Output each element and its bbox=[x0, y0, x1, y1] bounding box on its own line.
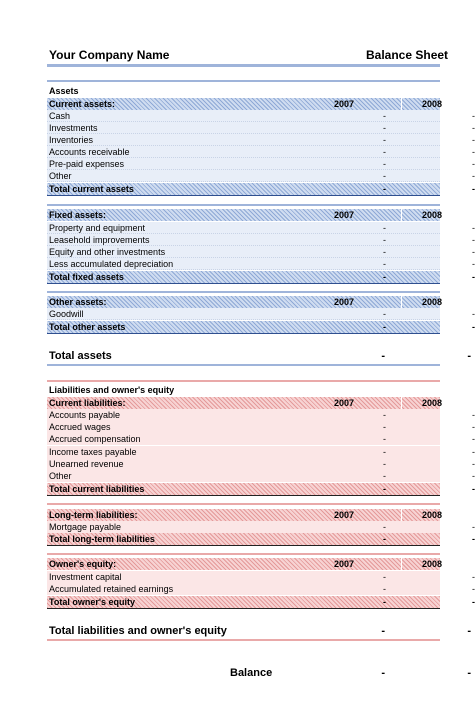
total-row: Total fixed assets - - bbox=[49, 272, 475, 282]
current-assets-header: Current assets: 2007 2008 bbox=[49, 99, 443, 109]
table-row: Accounts payable - - bbox=[49, 410, 475, 420]
table-row: Cash - - bbox=[49, 111, 475, 121]
table-row: Leasehold improvements - - bbox=[49, 235, 475, 245]
table-row: Investments - - bbox=[49, 123, 475, 133]
liabilities-rule bbox=[47, 380, 440, 382]
balance-row: Balance - - bbox=[230, 667, 471, 679]
table-row: Accounts receivable - - bbox=[49, 147, 475, 157]
table-row: Equity and other investments - - bbox=[49, 247, 475, 257]
document-title: Balance Sheet bbox=[366, 48, 449, 62]
other-assets-header: Other assets: 2007 2008 bbox=[49, 297, 443, 307]
table-row: Income taxes payable - - bbox=[49, 447, 475, 457]
table-row: Unearned revenue - - bbox=[49, 459, 475, 469]
section-rule bbox=[47, 503, 440, 505]
table-row: Other - - bbox=[49, 471, 475, 481]
section-rule bbox=[47, 553, 440, 555]
table-row: Accrued compensation - - bbox=[49, 434, 475, 444]
table-row: Mortgage payable - - bbox=[49, 522, 475, 532]
company-name: Your Company Name bbox=[49, 48, 170, 62]
table-row: Less accumulated depreciation - - bbox=[49, 259, 475, 269]
table-row: Goodwill - - bbox=[49, 309, 475, 319]
section-rule bbox=[47, 291, 440, 293]
total-row: Total current liabilities - - bbox=[49, 484, 475, 494]
assets-rule bbox=[47, 80, 440, 82]
fixed-assets-header: Fixed assets: 2007 2008 bbox=[49, 210, 443, 220]
table-row: Accumulated retained earnings - - bbox=[49, 584, 475, 594]
total-assets-rule bbox=[47, 364, 440, 366]
total-liabilities-rule bbox=[47, 639, 440, 641]
table-row: Property and equipment - - bbox=[49, 223, 475, 233]
total-row: Total owner's equity - - bbox=[49, 597, 475, 607]
long-term-liabilities-header: Long-term liabilities: 2007 2008 bbox=[49, 510, 443, 520]
table-row: Accrued wages - - bbox=[49, 422, 475, 432]
table-row: Pre-paid expenses - - bbox=[49, 159, 475, 169]
total-row: Total current assets - - bbox=[49, 184, 475, 194]
table-row: Investment capital - - bbox=[49, 572, 475, 582]
table-row: Other - - bbox=[49, 171, 475, 181]
owners-equity-header: Owner's equity: 2007 2008 bbox=[49, 559, 443, 569]
assets-section-title: Assets bbox=[49, 86, 79, 96]
current-liabilities-header: Current liabilities: 2007 2008 bbox=[49, 398, 443, 408]
total-assets-row: Total assets - - bbox=[49, 350, 471, 362]
section-rule bbox=[47, 204, 440, 206]
liabilities-section-title: Liabilities and owner's equity bbox=[49, 385, 175, 395]
total-liabilities-equity-row: Total liabilities and owner's equity - - bbox=[49, 625, 471, 637]
total-row: Total other assets - - bbox=[49, 322, 475, 332]
total-row: Total long-term liabilities - - bbox=[49, 534, 475, 544]
table-row: Inventories - - bbox=[49, 135, 475, 145]
header-rule bbox=[47, 64, 440, 67]
